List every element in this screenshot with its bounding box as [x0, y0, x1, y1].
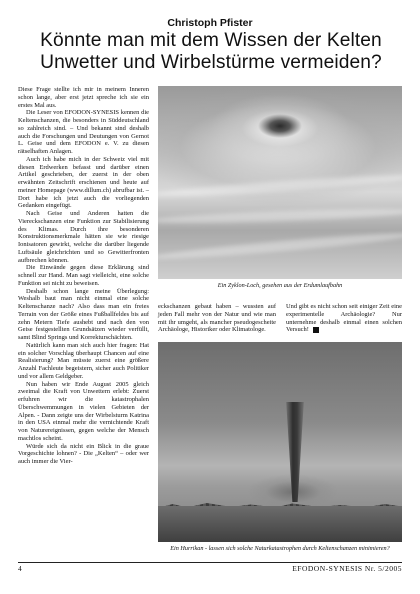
- paragraph: Auch ich habe mich in der Schweiz viel mit diesen Erdwerken befasst und darüber einen Artikel geschrieben, der zuerst in der oben erwähnten Zeitschrift erschienen und heute auf meiner Homepage (www.dillum.ch) abrufbar ist. – Dort habe ich jetzt auch die vorliegenden Gedanken eingefügt.: [18, 155, 149, 210]
- paragraph: Die Leser von EFODON-SYNESIS kennen die Keltenschanzen, die besonders in Süddeutschland so zahlreich sind. – Und bekannt sind deshalb auch die Forschungen und Deutungen von Gernot L. Geise und dem EFODON e. V. zu diesen rätselhaften Anlagen.: [18, 109, 149, 155]
- photo-caption-1: Ein Zyklon-Loch, gesehen aus der Erdumlaufbahn: [217, 282, 343, 289]
- tornado-funnel: [284, 402, 306, 502]
- photo-caption-2: Ein Hurrikan - lassen sich solche Naturkatastrophen durch Keltenschanzen minimieren?: [170, 545, 390, 552]
- paragraph: Deshalb schon lange meine Überlegung: Weshalb baut man nicht einmal eine solche Keltenschanze nach? Also dass man ein freies Terrain von der Größe eines Fußballfeldes bis auf zehn Metern Tiefe aushebt und nach den von Geise festgestellten Grundsätzen wieder verfüllt, samt Blind Springs und Korrekturschächten.: [18, 287, 149, 341]
- cloud-band: [158, 229, 402, 262]
- body-column-2: eckschanzen gebaut haben – wussten auf jeden Fall mehr von der Natur und wie man mit ihr umgeht, als mancher pseudogescheite Archäologe, Historiker oder Klimatologe.: [158, 303, 276, 334]
- author-name: Christoph Pfister: [167, 17, 253, 29]
- article-title: [20, 30, 402, 74]
- tornado-photo: [158, 342, 402, 542]
- title-line-1: Könnte man mit dem Wissen der Kelten: [40, 30, 382, 51]
- cloud-band: [158, 206, 402, 225]
- ground: [158, 506, 402, 542]
- body-column-3: [286, 303, 402, 334]
- paragraph: Nach Geise und Anderen hatten die Viereckschanzen eine Funktion zur Stabilisierung des Klimas. Durch ihre besonderen Konstruktionsmerkmale hätten sie wie riesige Ionisatoren gewirkt, welche die darüber liegende Luftsäule gleichrichten und so Gewitterfronten aufbrechen können.: [18, 210, 149, 264]
- body-column-1: [18, 86, 149, 576]
- title-line-2: Unwetter und Wirbelstürme vermeiden?: [40, 52, 382, 73]
- paragraph: Natürlich kann man sich auch hier fragen: Hat ein solcher Vorschlag überhaupt Chancen auf eine Realisierung? Man müsste zuerst eine größere Anzahl Fachleute begeistern, sicher auch Politiker und vor allem Geldgeber.: [18, 341, 149, 380]
- cyclone-photo: [158, 86, 402, 279]
- cloud-band: [158, 172, 402, 201]
- page-number: 4: [18, 564, 22, 573]
- column-3-text: Und gibt es nicht schon seit einiger Zeit eine experimentelle Archäologie? Nur unternehme deshalb einmal einen solchen Versuch!: [286, 303, 402, 334]
- paragraph: Diese Frage stellte ich mir in meinem Inneren schon lange, aber erst jetzt spreche ich sie ein erstes Mal aus.: [18, 86, 149, 109]
- paragraph: Nun haben wir Ende August 2005 gleich zweimal die Kraft von Unwettern erlebt: Zuerst erfuhren wir die katastrophalen Überschwemmungen in vielen Gebieten der Alpen. - Dann zeigte uns der Wirbelsturm Katrina in den USA einmal mehr die vernichtende Kraft von Naturereignissen, gegen welche der Mensch machtlos scheint.: [18, 380, 149, 442]
- paragraph: Die Einwände gegen diese Erklärung sind schnell zur Hand. Man sagt vielleicht, eine solche Funktion sei nicht zu beweisen.: [18, 264, 149, 287]
- end-of-article-mark: [313, 327, 319, 333]
- paragraph: Würde sich da nicht ein Blick in die graue Vorgeschichte lohnen? - Die „Kelten“ – oder wer auch immer die Vier-: [18, 442, 149, 465]
- publication-footer: EFODON-SYNESIS Nr. 5/2005: [292, 564, 402, 573]
- footer-rule: [18, 562, 402, 563]
